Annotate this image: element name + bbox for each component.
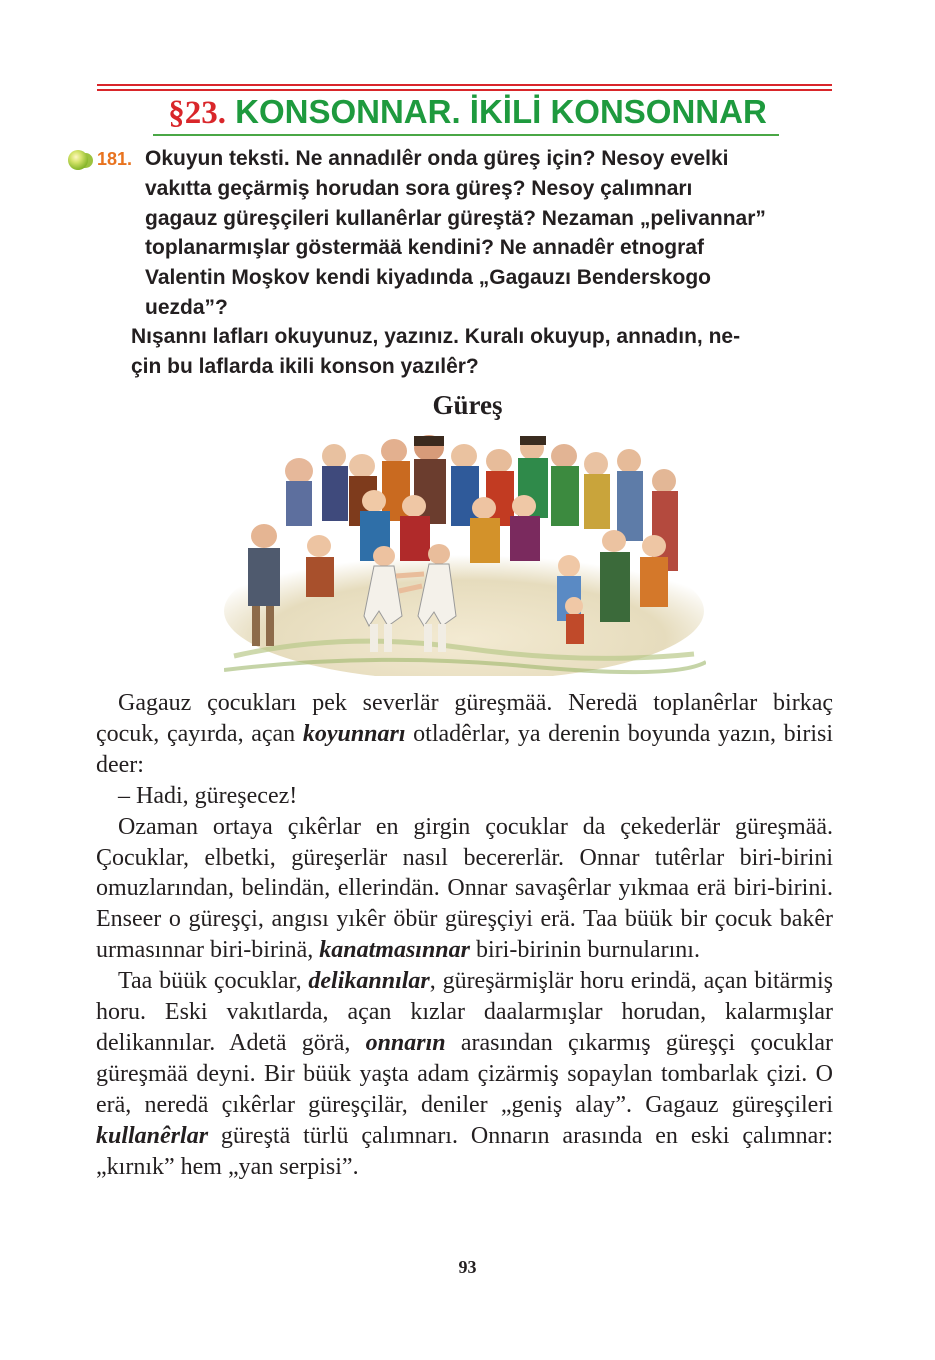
page-number: 93 (458, 1257, 477, 1277)
task-line: Valentin Moşkov kendi kiyadında „Gagauzı Benderskogo (145, 266, 711, 290)
section-title: KONSONNAR. İKİLİ KONSONNAR (235, 93, 767, 130)
story-paragraph (96, 688, 833, 781)
story-title: Güreş (432, 390, 503, 420)
marked-word: delikannılar (308, 968, 430, 995)
marked-word: onnarın (365, 1029, 446, 1056)
wrestling-scene-image (224, 426, 706, 676)
section-number: §23. (168, 95, 226, 131)
top-red-rule-secondary (97, 89, 832, 91)
section-heading (0, 92, 935, 133)
story-paragraph (96, 812, 833, 967)
exercise-instruction (131, 322, 740, 382)
instruction-line: Nışannı lafları okuyunuz, yazınız. Kuralı okuyup, annadın, ne- (131, 325, 741, 348)
heading-underline (153, 134, 779, 136)
marked-word: kanatmasınnar (319, 937, 470, 964)
exercise-task (145, 144, 766, 323)
instruction-line: çin bu laflarda ikili konson yazılêr? (131, 354, 479, 378)
top-red-rule (97, 84, 832, 86)
task-line: gagauz güreşçileri kullanêrlar güreştä? Nezaman „pelivannar” (145, 206, 766, 230)
text-run: Ozaman ortaya çıkêrlar en girgin çocuklar da çekederlär güreşmää. Çocuklar, elbetki, güreşerlär nasıl becererlär. Onnar tutêrlar biri-birini omuzlarından, belindän, ellerindän. Onnar savaşêrlar yıkmaa erä biri-birini. Enseer o güreşçi, angısı yıkêr öbür güreşçiyi erä. Taa büük bir çocuk bakêr urmasınnar biri-birinä, (96, 813, 833, 964)
text-run: arasından çıkarmış güreşçi çocuklar güreşmää deyni. Bir büük yaşta adam çizärmiş sopaylan tombarlak çizi. O erä, neredä çıkêrlar güreşçilär, deniler „geniş alay”. Gagauz güreşçileri (96, 1029, 833, 1118)
text-run: biri-birinin burnularını. (470, 937, 700, 964)
task-line: uezda”? (145, 295, 228, 319)
story-text (96, 688, 833, 1183)
task-line: Okuyun teksti. Ne annadılêr onda güreş için? Nesoy evelki (145, 147, 729, 170)
task-line: vakıtta geçärmiş horudan sora güreş? Nesoy çalımnarı (145, 176, 693, 200)
exercise-number: 181. (97, 149, 133, 169)
task-line: toplanarmışlar göstermää kendini? Ne annadêr etnograf (145, 236, 704, 260)
text-run: otladêrlar, ya derenin boyunda yazın, birisi deer: (96, 720, 833, 778)
marked-word: kullanêrlar (96, 1122, 209, 1149)
text-run: , güreşärmişlär horu erindä, açan bitärmiş horu. Eski vakıtlarda, açan kızlar daalarmışlar horudan, kalarmışlar delikannılar. Adetä görä, (96, 968, 833, 1056)
text-run: güreştä türlü çalımnarı. Onnarın arasında en eski çalımnar: „kırnık” hem „yan serpisi”. (96, 1122, 833, 1180)
text-run: Gagauz çocukları pek severlär güreşmää. Neredä toplanêrlar birkaç çocuk, çayırda, açan (96, 690, 833, 747)
text-run: Taa büük çocuklar, (118, 968, 309, 995)
wrestling-illustration (224, 426, 706, 676)
marked-word: koyunnarı (302, 720, 406, 747)
story-paragraph (96, 966, 833, 1182)
exercise-bullet-icon (68, 150, 88, 170)
story-paragraph: – Hadi, güreşecez! (118, 782, 298, 809)
